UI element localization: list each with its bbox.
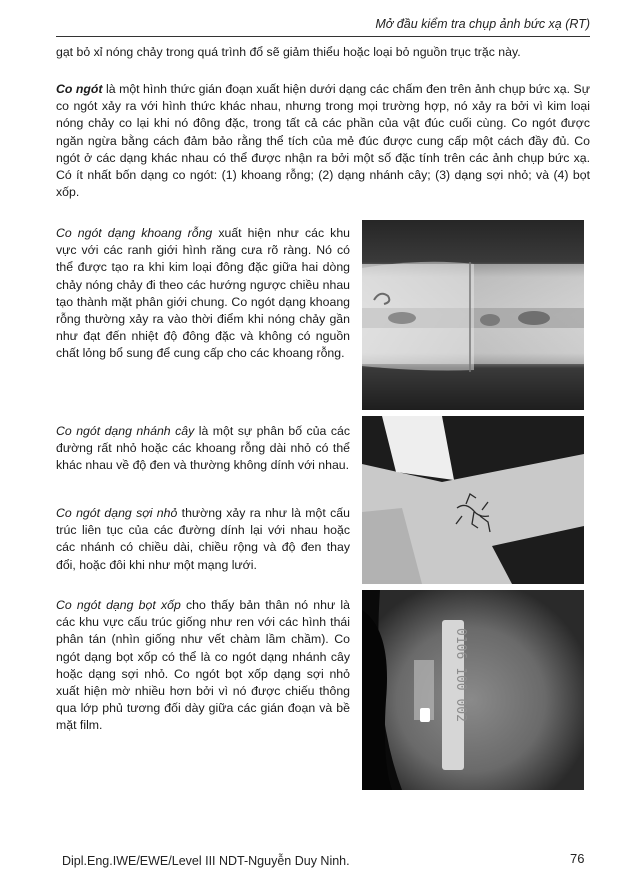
running-header xyxy=(56,14,590,37)
term-cavity-shrinkage: Co ngót dạng khoang rỗng xyxy=(56,226,213,240)
header-title: Mở đầu kiểm tra chụp ảnh bức xạ (RT) xyxy=(375,17,590,31)
radiograph-dendritic-shrinkage xyxy=(362,416,584,584)
paragraph-text: là một sự phân bố của các đường rất nhỏ hoặc các khoang rỗng dài nhỏ có thể khác nhau về độ đen và thường không dính với nhau. xyxy=(56,424,350,473)
paragraph-sponge-shrinkage xyxy=(56,597,350,735)
paragraph-cavity-shrinkage xyxy=(56,225,350,363)
paragraph-text: là một hình thức gián đoạn xuất hiện dưới dạng các chấm đen trên ảnh chụp bức xạ. Sự co ngót xảy ra với hình thức khác nhau, nhưng trong mọi trường hợp, nó xảy ra bởi vì kim loại nóng chảy co lại khi nó đông đặc, trong tất cả các phần của vật đúc cuối cùng. Co ngót được ngăn ngừa bằng cách đảm bảo rằng thể tích của mẻ đúc được cung cấp một cách đầy đủ. Co ngót ở các dạng khác nhau có thể được nhận ra bởi một số đặc tính trên các ảnh chụp bức xạ. Có ít nhất bốn dạng co ngót: (1) khoang rỗng; (2) dạng nhánh cây; (3) dạng sợi nhỏ; và (4) bọt xốp. xyxy=(56,82,590,200)
paragraph-shrinkage-definition xyxy=(56,81,590,201)
footer-author: Dipl.Eng.IWE/EWE/Level III NDT-Nguyễn Duy Ninh. xyxy=(62,854,350,868)
paragraph-filamentary-shrinkage xyxy=(56,505,350,574)
paragraph-dendritic-shrinkage xyxy=(56,423,350,475)
paragraph-text: thường xảy ra như là một cấu trúc liên tục của các đường dính lại với nhau hoặc các nhánh có chiều dài, chiều rộng và độ đen thay đổi, hoặc đôi khi như một mạng lưới. xyxy=(56,506,350,572)
term-filamentary-shrinkage: Co ngót dạng sợi nhỏ xyxy=(56,506,178,520)
term-dendritic-shrinkage: Co ngót dạng nhánh cây xyxy=(56,424,195,438)
paragraph-slag-intro xyxy=(56,44,590,61)
film-identifier: 0106 100 002 xyxy=(453,628,468,722)
radiograph-sponge-shrinkage xyxy=(362,590,584,790)
paragraph-text: xuất hiện như các khu vực với các ranh giới hình răng cưa rõ ràng. Nó có thể được tạo ra khi kim loại đông đặc giữa hai dòng chảy nóng chảy đi theo các hướng ngược chiều nhau tạo thành mặt phân giới chung. Co ngót dạng khoang rỗng thường xảy ra vào thời điểm khi nóng chảy gần như đạt đến nhiệt độ đông đặc và không có nguồn chất lỏng bổ sung để cung cấp cho các khoang rỗng. xyxy=(56,226,350,361)
paragraph-text: gạt bỏ xỉ nóng chảy trong quá trình đổ sẽ giảm thiểu hoặc loại bỏ nguồn trục trặc này. xyxy=(56,45,521,59)
radiograph-cavity-shrinkage xyxy=(362,220,584,410)
term-sponge-shrinkage: Co ngót dạng bọt xốp xyxy=(56,598,181,612)
page-number: 76 xyxy=(570,851,585,866)
paragraph-text: cho thấy bản thân nó như là các khu vực cấu trúc giống như ren với các hình thái phân tán (nhìn giống như vết chàm lầm chầm). Co ngót dạng bọt xốp có thể là co ngót dạng nhánh cây hoặc dạng sợi nhỏ. Co ngót bọt xốp dạng sợi nhỏ xuất hiện mờ nhiều hơn bởi vì nó được chiếu thông qua lớp phủ tương đối dày giữa các gián đoạn và bề mặt film. xyxy=(56,598,350,733)
term-shrinkage: Co ngót xyxy=(56,82,103,96)
